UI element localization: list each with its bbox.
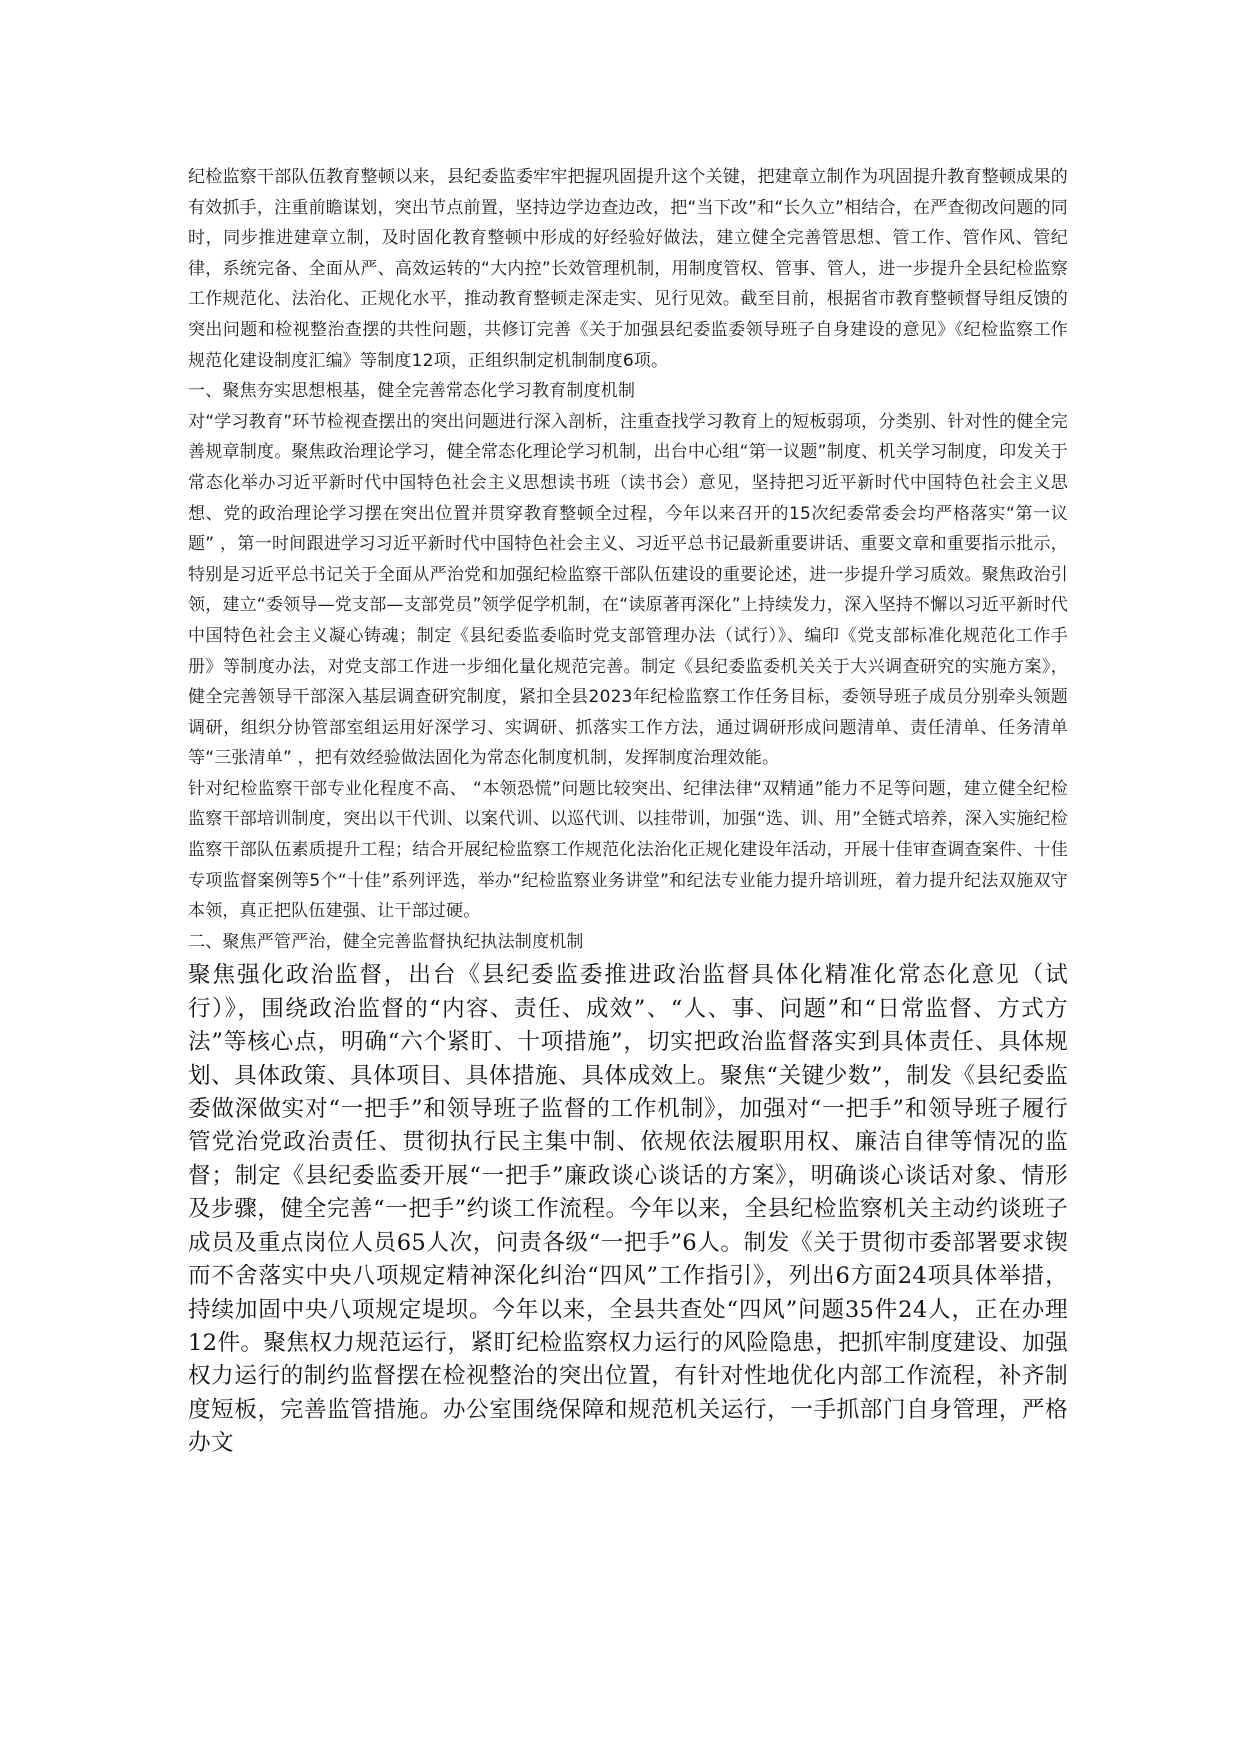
section-2-paragraph: 聚焦强化政治监督，出台《县纪委监委推进政治监督具体化精准化常态化意见（试行）》，围绕政治监督的“内容、责任、成效”、“人、事、问题”和“日常监督、方式方法”等核心点，明确“六个紧盯、十项措施”，切实把政治监督落实到具体责任、具体规划、具体政策、具体项目、具体措施、具体成效上。聚焦“关键少数”，制发《县纪委监委做深做实对“一把手”和领导班子监督的工作机制》，加强对“一把手”和领导班子履行管党治党政治责任、贯彻执行民主集中制、依规依法履职用权、廉洁自律等情况的监督；制定《县纪委监委开展“一把手”廉政谈心谈话的方案》，明确谈心谈话对象、情形及步骤，健全完善“一把手”约谈工作流程。今年以来，全县纪检监察机关主动约谈班子成员及重点岗位人员65人次，问责各级“一把手”6人。制发《关于贯彻市委部署要求锲而不舍落实中央八项规定精神深化纠治“四风”工作指引》，列出6方面24项具体举措，持续加固中央八项规定堤坝。今年以来，全县共查处“四风”问题35件24人，正在办理12件。聚焦权力规范运行，紧盯纪检监察权力运行的风险隐患，把抓牢制度建设、加强权力运行的制约监督摆在检视整治的突出位置，有针对性地优化内部工作流程，补齐制度短板，完善监管措施。办公室围绕保障和规范机关运行，一手抓部门自身管理，严格办文 [188,962,1068,1457]
intro-paragraph: 纪检监察干部队伍教育整顿以来，县纪委监委牢牢把握巩固提升这个关键，把建章立制作为巩固提升教育整顿成果的有效抓手，注重前瞻谋划，突出节点前置，坚持边学边查边改，把“当下改”和“长久立”相结合，在严查彻改问题的同时，同步推进建章立制，及时固化教育整顿中形成的好经验好做法，建立健全完善管思想、管工作、管作风、管纪律，系统完备、全面从严、高效运转的“大内控”长效管理机制，用制度管权、管事、管人，进一步提升全县纪检监察工作规范化、法治化、正规化水平，推动教育整顿走深走实、见行见效。截至目前，根据省市教育整顿督导组反馈的突出问题和检视整治查摆的共性问题，共修订完善《关于加强县纪委监委领导班子自身建设的意见》《纪检监察工作规范化建设制度汇编》等制度12项，正组织制定机制制度6项。 [188,167,1068,371]
section-1-paragraph-2: 针对纪检监察干部专业化程度不高、 “本领恐慌”问题比较突出、纪律法律“双精通”能力不足等问题，建立健全纪检监察干部培训制度，突出以干代训、以案代训、以巡代训、以挂带训，加强“选、训、用”全链式培养，深入实施纪检监察干部队伍素质提升工程；结合开展纪检监察工作规范化法治化正规化建设年活动，开展十佳审查调查案件、十佳专项监督案例等5个“十佳”系列评选，举办“纪检监察业务讲堂”和纪法专业能力提升培训班，着力提升纪法双施双守本领，真正把队伍建强、让干部过硬。 [188,778,1068,922]
section-heading-2: 二、聚焦严管严治，健全完善监督执纪执法制度机制 [188,931,584,952]
section-heading-1: 一、聚焦夯实思想根基，健全完善常态化学习教育制度机制 [188,381,636,402]
document-body [188,162,1068,1461]
section-1-paragraph: 对“学习教育”环节检视查摆出的突出问题进行深入剖析，注重查找学习教育上的短板弱项，分类别、针对性的健全完善规章制度。聚焦政治理论学习，健全常态化理论学习机制，出台中心组“第一议题”制度、机关学习制度，印发关于常态化举办习近平新时代中国特色社会主义思想读书班（读书会）意见，坚持把习近平新时代中国特色社会主义思想、党的政治理论学习摆在突出位置并贯穿教育整顿全过程，今年以来召开的15次纪委常委会均严格落实“第一议题” ，第一时间跟进学习习近平新时代中国特色社会主义、习近平总书记最新重要讲话、重要文章和重要指示批示，特别是习近平总书记关于全面从严治党和加强纪检监察干部队伍建设的重要论述，进一步提升学习质效。聚焦政治引领，建立“委领导—党支部—支部党员”领学促学机制，在“读原著再深化”上持续发力，深入坚持不懈以习近平新时代中国特色社会主义凝心铸魂；制定《县纪委监委临时党支部管理办法（试行）》、编印《党支部标准化规范化工作手册》等制度办法，对党支部工作进一步细化量化规范完善。制定《县纪委监委机关关于大兴调查研究的实施方案》，健全完善领导干部深入基层调查研究制度，紧扣全县2023年纪检监察工作任务目标，委领导班子成员分别牵头领题调研，组织分协管部室组运用好深学习、实调研、抓落实工作方法，通过调研形成问题清单、责任清单、任务清单等“三张清单” ，把有效经验做法固化为常态化制度机制，发挥制度治理效能。 [188,411,1068,769]
